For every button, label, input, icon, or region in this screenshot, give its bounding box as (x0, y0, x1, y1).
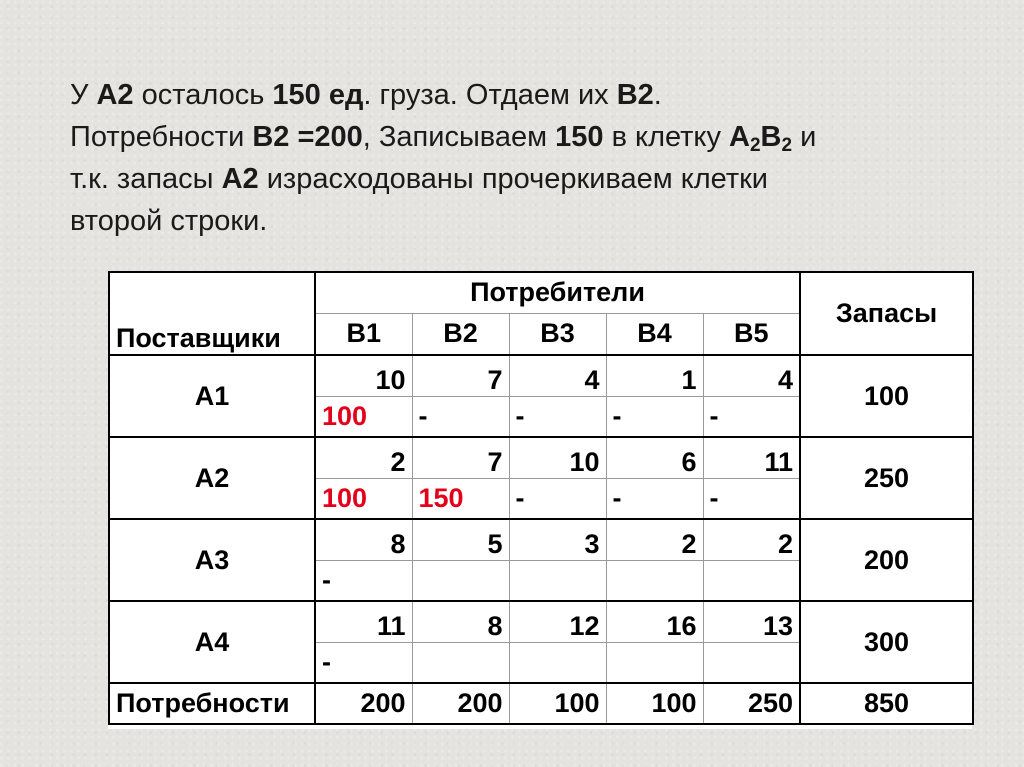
suppliers-header: Поставщики (109, 272, 315, 355)
intro-text-run: , Записываем (362, 121, 556, 153)
allocation-cell (509, 642, 606, 683)
cost-cell: 2 (315, 437, 412, 478)
allocation-cell (703, 560, 800, 601)
intro-bold-run: В (760, 121, 782, 153)
demand-cell: 100 (606, 683, 703, 724)
intro-text-run: осталось (133, 79, 273, 111)
cost-cell: 11 (703, 437, 800, 478)
transport-table (108, 271, 974, 725)
supplies-header: Запасы (800, 272, 973, 355)
intro-text-run: в клетку (603, 121, 730, 153)
supplier-a3-label: А3 (109, 519, 315, 601)
intro-bold-run: 150 ед (272, 79, 364, 111)
intro-text-run: и (792, 121, 817, 153)
supply-a2: 250 (800, 437, 973, 519)
allocation-cell (412, 642, 509, 683)
allocation-cell: - (703, 396, 800, 437)
intro-text (70, 74, 970, 242)
consumer-b4-header: В4 (606, 313, 703, 355)
demand-cell: 250 (703, 683, 800, 724)
consumers-header: Потребители (315, 272, 800, 313)
supplier-a4-label: А4 (109, 601, 315, 683)
total-cell: 850 (800, 683, 973, 724)
consumer-b5-header: В5 (703, 313, 800, 355)
intro-text-run: . (653, 79, 662, 111)
intro-bold-run: В2 (616, 79, 654, 111)
intro-bold-run: А2 (221, 163, 259, 195)
consumer-b1-header: В1 (315, 313, 412, 355)
allocation-cell (606, 560, 703, 601)
allocation-cell (703, 642, 800, 683)
cost-cell: 8 (315, 519, 412, 560)
allocation-cell: 100 (315, 478, 412, 519)
demand-label: Потребности (109, 683, 315, 724)
intro-line-2 (70, 116, 970, 158)
intro-text-run: т.к. запасы (70, 163, 222, 195)
allocation-cell (412, 560, 509, 601)
demand-cell: 100 (509, 683, 606, 724)
allocation-cell: - (703, 478, 800, 519)
intro-line-1 (70, 74, 970, 116)
cost-cell: 1 (606, 355, 703, 396)
allocation-cell: 150 (412, 478, 509, 519)
cost-cell: 10 (509, 437, 606, 478)
intro-bold-run: А (729, 121, 750, 153)
allocation-cell: - (606, 478, 703, 519)
intro-bold-run: А2 (96, 79, 134, 111)
intro-bold-run: 150 (555, 121, 604, 153)
supplier-a2-label: А2 (109, 437, 315, 519)
supply-a3: 200 (800, 519, 973, 601)
consumer-b2-header: В2 (412, 313, 509, 355)
cost-cell: 13 (703, 601, 800, 642)
cost-cell: 4 (703, 355, 800, 396)
allocation-cell: - (509, 396, 606, 437)
supplier-a1-label: А1 (109, 355, 315, 437)
consumer-b3-header: В3 (509, 313, 606, 355)
allocation-cell (606, 642, 703, 683)
intro-bold-run: В2 =200 (252, 121, 363, 153)
allocation-cell: 100 (315, 396, 412, 437)
intro-text-run: израсходованы прочеркиваем клетки (258, 163, 768, 195)
allocation-cell: - (606, 396, 703, 437)
cost-cell: 2 (606, 519, 703, 560)
cost-cell: 5 (412, 519, 509, 560)
cost-cell: 7 (412, 355, 509, 396)
cost-cell: 11 (315, 601, 412, 642)
cost-cell: 16 (606, 601, 703, 642)
demand-cell: 200 (412, 683, 509, 724)
cost-cell: 4 (509, 355, 606, 396)
allocation-cell: - (412, 396, 509, 437)
supply-a1: 100 (800, 355, 973, 437)
allocation-cell (509, 560, 606, 601)
cost-cell: 2 (703, 519, 800, 560)
intro-line-4: второй строки. (70, 205, 268, 237)
intro-subscript: 2 (749, 135, 761, 156)
demand-cell: 200 (315, 683, 412, 724)
intro-line-3 (70, 158, 970, 200)
intro-text-run: Потребности (70, 121, 253, 153)
supply-a4: 300 (800, 601, 973, 683)
intro-subscript: 2 (781, 135, 793, 156)
cost-cell: 10 (315, 355, 412, 396)
allocation-cell: - (315, 560, 412, 601)
allocation-cell: - (509, 478, 606, 519)
intro-text-run: . груза. Отдаем их (363, 79, 617, 111)
cost-cell: 7 (412, 437, 509, 478)
cost-cell: 8 (412, 601, 509, 642)
cost-cell: 12 (509, 601, 606, 642)
allocation-cell: - (315, 642, 412, 683)
intro-text-run: У (70, 79, 97, 111)
cost-cell: 3 (509, 519, 606, 560)
cost-cell: 6 (606, 437, 703, 478)
